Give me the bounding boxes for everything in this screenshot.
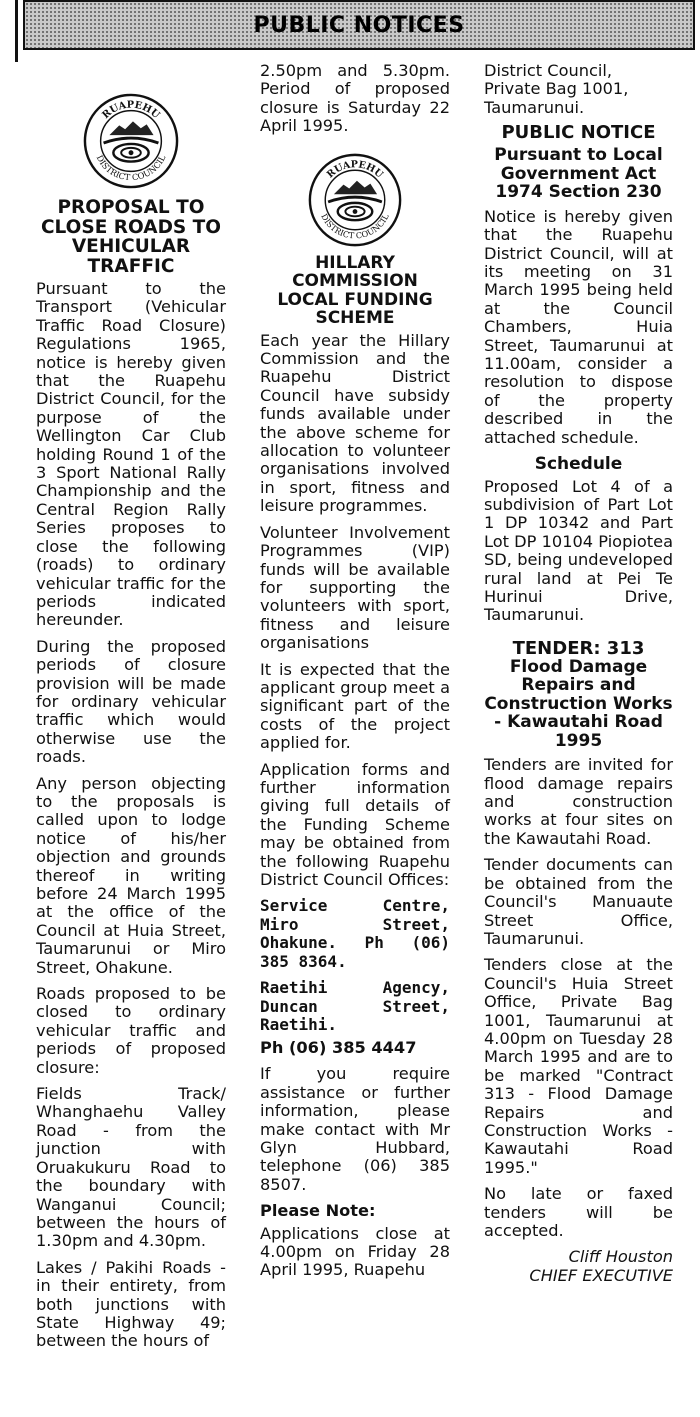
signature-title: CHIEF EXECUTIVE — [529, 1265, 673, 1285]
svg-text:RUAPEHU — [100, 100, 161, 122]
hillary-continued: District Council, Private Bag 1001, Taumarunui. — [484, 61, 629, 117]
ruapehu-council-logo — [82, 92, 180, 190]
office-phone: Ph (06) 385 4447 — [260, 1037, 417, 1057]
public-notice-subheading: Pursuant to Local Government Act 1974 Section 230 — [494, 145, 663, 203]
ruapehu-council-logo — [307, 152, 403, 248]
tender-subheading: Flood Damage Repairs and Construction Works - Kawautahi Road 1995 — [484, 656, 673, 751]
hillary-paragraph: Volunteer Involvement Programmes (VIP) funds will be available for supporting the volunteers with sport, fitness and leisure organisations — [260, 522, 450, 653]
note-label: Please Note: — [260, 1201, 376, 1221]
road-closure-paragraph: Pursuant to the Transport (Vehicular Traffic Road Closure) Regulations 1965, notice is hereby given that the Ruapehu District Council, for the purpose of the Wellington Car Club holding Round 1 of the 3 Sport National Rally Championship and the Central Region Rally Series proposes to close the following (roads) to ordinary vehicular traffic for the periods indicated hereunder. — [36, 279, 226, 630]
road-closure-paragraph: Fields Track/ Whanghaehu Valley Road - from the junction with Oruakukuru Road to the boundary with Wanganui Council; between the hours of 1.30pm and 4.30pm. — [36, 1084, 226, 1251]
signature-name: Cliff Houston — [568, 1247, 673, 1267]
column-hillary-commission — [260, 62, 450, 1288]
left-rule — [15, 0, 18, 62]
hillary-paragraph: If you require assistance or further information, please make contact with Mr Glyn Hubbard, telephone (06) 385 8507. — [260, 1064, 450, 1194]
logo-bottom-text: DISTRICT COUNCIL — [94, 153, 168, 183]
tender-paragraph: Tenders close at the Council's Huia Street Office, Private Bag 1001, Taumarunui at 4.00pm on Tuesday 28 March 1995 and are to be marked "Contract 313 - Flood Damage Repairs and Construction Works - Kawautahi Road 1995." — [484, 955, 673, 1177]
hillary-paragraph: Application forms and further information giving full details of the Funding Scheme may be obtained from the following Ruapehu District Council Offices: — [260, 759, 450, 889]
column-road-closure — [36, 62, 226, 1359]
schedule-paragraph: Proposed Lot 4 of a subdivision of Part Lot 1 DP 10342 and Part Lot DP 10104 Piopiotea SD, being undeveloped rural land at Pei Te Hurinui Drive, Taumarunui. — [484, 476, 673, 625]
tender-paragraph: No late or faxed tenders will be accepted. — [484, 1184, 673, 1240]
logo-top-text: RUAPEHU — [324, 158, 385, 181]
hillary-heading: HILLARY COMMISSION LOCAL FUNDING SCHEME — [277, 252, 433, 329]
road-closure-paragraph: During the proposed periods of closure provision will be made for ordinary vehicular traffic which would otherwise use the roads. — [36, 636, 226, 767]
hillary-paragraph: Applications close at 4.00pm on Friday 28 April 1995, Ruapehu — [260, 1223, 450, 1280]
road-closure-paragraph: Roads proposed to be closed to ordinary vehicular traffic and periods of proposed closure: — [36, 984, 226, 1077]
road-closure-paragraph: Lakes / Pakihi Roads - in their entirety, from both junctions with State Highway 49; between the hours of — [36, 1257, 226, 1351]
logo-bottom-text: DISTRICT COUNCIL — [319, 211, 391, 241]
tender-heading: TENDER: 313 — [512, 637, 645, 659]
public-notice-paragraph: Notice is hereby given that the Ruapehu District Council, will at its meeting on 31 March 1995 being held at the Council Chambers, Huia Street, Taumarunui at 11.00am, consider a resolution to dispose of the property described in the attached schedule. — [484, 206, 673, 447]
office-address: Raetihi Agency, Duncan Street, Raetihi. — [260, 978, 450, 1035]
road-closure-paragraph: Any person objecting to the proposals is called upon to lodge notice of his/her objection and grounds thereof in writing before 24 March 1995 at the office of the Council at Huia Street, Taumarunui or Miro Street, Ohakune. — [36, 773, 226, 977]
column-public-notice — [484, 62, 673, 1285]
road-closure-heading: PROPOSAL TO CLOSE ROADS TO VEHICULAR TRAFFIC — [40, 197, 222, 277]
road-closure-continued: 2.50pm and 5.30pm. Period of proposed closure is Saturday 22 April 1995. — [260, 61, 450, 136]
hillary-paragraph: Each year the Hillary Commission and the Ruapehu District Council have subsidy funds available under the above scheme for allocation to volunteer organisations involved in sport, fitness and leisure programmes. — [260, 330, 450, 516]
section-title: PUBLIC NOTICES — [253, 12, 465, 38]
section-banner — [23, 0, 695, 50]
public-notice-heading: PUBLIC NOTICE — [501, 122, 656, 144]
office-address: Service Centre, Miro Street, Ohakune. Ph (06) 385 8364. — [260, 896, 450, 971]
schedule-heading: Schedule — [534, 454, 623, 474]
hillary-paragraph: It is expected that the applicant group meet a significant part of the costs of the project applied for. — [260, 659, 450, 753]
tender-paragraph: Tenders are invited for flood damage repairs and construction works at four sites on the Kawautahi Road. — [484, 755, 673, 848]
tender-paragraph: Tender documents can be obtained from the Council's Manuaute Street Office, Taumarunui. — [484, 855, 673, 948]
logo-top-text: RUAPEHU — [100, 99, 162, 122]
svg-text:RUAPEHU — [325, 159, 385, 181]
